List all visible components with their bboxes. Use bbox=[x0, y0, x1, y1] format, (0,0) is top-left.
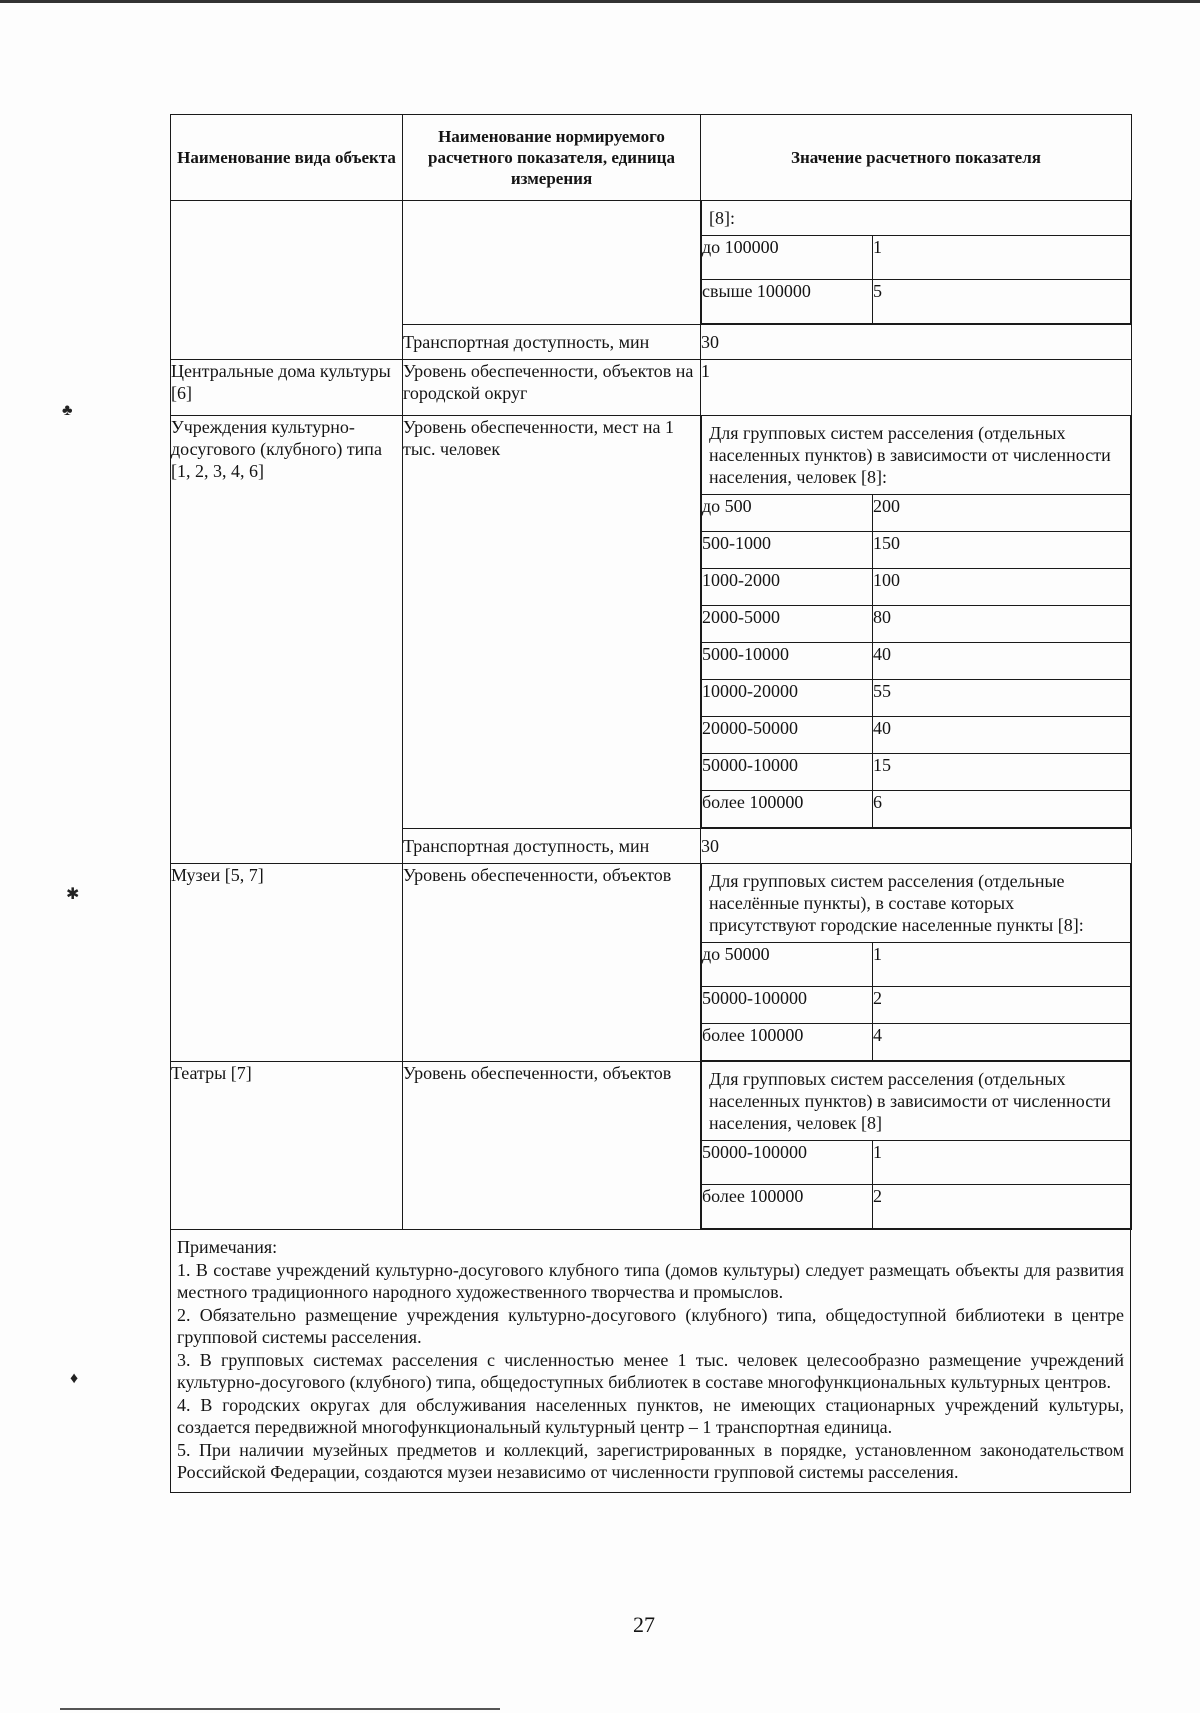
range-label: 50000-100000 bbox=[702, 987, 873, 1024]
range-label: 2000-5000 bbox=[702, 606, 873, 643]
range-label: 10000-20000 bbox=[702, 680, 873, 717]
range-value: 2 bbox=[873, 987, 1131, 1024]
range-label: до 500 bbox=[702, 495, 873, 532]
scan-top-edge bbox=[0, 0, 1200, 3]
range-value: 200 bbox=[873, 495, 1131, 532]
value-cell bbox=[701, 201, 1132, 325]
table-row bbox=[171, 360, 1132, 416]
range-label: свыше 100000 bbox=[702, 280, 873, 324]
indicator-cell: Уровень обеспеченности, объектов bbox=[403, 864, 701, 1062]
range-label: 20000-50000 bbox=[702, 717, 873, 754]
range-value: 1 bbox=[873, 1141, 1131, 1185]
norms-table bbox=[170, 114, 1132, 1230]
note-item: 1. В составе учреждений культурно-досугового клубного типа (домов культуры) следует размещать объекты для развития местного традиционного народного художественного творчества и промыслов. bbox=[177, 1259, 1124, 1302]
scan-artifact: ♣ bbox=[62, 402, 73, 419]
range-label: 1000-2000 bbox=[702, 569, 873, 606]
range-label: более 100000 bbox=[702, 1024, 873, 1061]
value-cell bbox=[701, 416, 1132, 829]
value-cell: 1 bbox=[701, 360, 1132, 416]
notes-title: Примечания: bbox=[177, 1237, 278, 1257]
range-label: 5000-10000 bbox=[702, 643, 873, 680]
value-cell bbox=[701, 864, 1132, 1062]
note-item: 2. Обязательно размещение учреждения культурно-досугового (клубного) типа, общедоступной библиотеки в центре групповой системы расселения. bbox=[177, 1304, 1124, 1347]
table-row bbox=[171, 1062, 1132, 1230]
range-label: более 100000 bbox=[702, 791, 873, 828]
range-label: 50000-100000 bbox=[702, 1141, 873, 1185]
cell-empty bbox=[171, 201, 403, 360]
range-label: 50000-10000 bbox=[702, 754, 873, 791]
header-object-type: Наименование вида объекта bbox=[171, 115, 403, 201]
value-cell: 30 bbox=[701, 325, 1132, 360]
indicator-cell: Уровень обеспеченности, объектов на городской округ bbox=[403, 360, 701, 416]
range-value: 150 bbox=[873, 532, 1131, 569]
note-item: 4. В городских округах для обслуживания населенных пунктов, не имеющих стационарных учреждений культуры, создается передвижной многофункциональный культурный центр – 1 транспортная единица. bbox=[177, 1394, 1124, 1437]
table-row bbox=[171, 201, 1132, 325]
value-subtable bbox=[701, 1062, 1131, 1229]
header-value: Значение расчетного показателя bbox=[701, 115, 1132, 201]
scan-bottom-edge bbox=[60, 1708, 500, 1710]
table-header-row bbox=[171, 115, 1132, 201]
note-item: 3. В групповых системах расселения с численностью менее 1 тыс. человек целесообразно размещение учреждений культурно-досугового (клубного) типа, общедоступных библиотек в составе многофункциональных культурных центров. bbox=[177, 1349, 1124, 1392]
range-value: 1 bbox=[873, 943, 1131, 987]
value-header: Для групповых систем расселения (отдельные населённые пункты), в составе которых присутствуют городские населенные пункты [8]: bbox=[702, 864, 1131, 943]
indicator-cell: Транспортная доступность, мин bbox=[403, 829, 701, 864]
scan-artifact: ✱ bbox=[66, 886, 80, 903]
range-value: 15 bbox=[873, 754, 1131, 791]
value-subtable bbox=[701, 864, 1131, 1061]
range-label: 500-1000 bbox=[702, 532, 873, 569]
indicator-cell: Транспортная доступность, мин bbox=[403, 325, 701, 360]
range-label: до 50000 bbox=[702, 943, 873, 987]
object-name-cell: Театры [7] bbox=[171, 1062, 403, 1230]
header-indicator: Наименование нормируемого расчетного показателя, единица измерения bbox=[403, 115, 701, 201]
range-value: 1 bbox=[873, 236, 1131, 280]
indicator-cell: Уровень обеспеченности, мест на 1 тыс. человек bbox=[403, 416, 701, 829]
scan-artifact: ♦ bbox=[70, 1370, 79, 1387]
range-label: до 100000 bbox=[702, 236, 873, 280]
notes-block bbox=[170, 1230, 1131, 1493]
range-value: 80 bbox=[873, 606, 1131, 643]
table-row bbox=[171, 416, 1132, 829]
value-subtable bbox=[701, 416, 1131, 828]
object-name-cell: Музеи [5, 7] bbox=[171, 864, 403, 1062]
value-header: Для групповых систем расселения (отдельных населенных пунктов) в зависимости от численности населения, человек [8] bbox=[702, 1062, 1131, 1141]
object-name-cell: Центральные дома культуры [6] bbox=[171, 360, 403, 416]
cell-empty bbox=[403, 201, 701, 325]
range-value: 55 bbox=[873, 680, 1131, 717]
value-cell bbox=[701, 1062, 1132, 1230]
range-value: 100 bbox=[873, 569, 1131, 606]
document-table-frame bbox=[170, 114, 1131, 1493]
value-header: Для групповых систем расселения (отдельных населенных пунктов) в зависимости от численности населения, человек [8]: bbox=[702, 416, 1131, 495]
range-value: 40 bbox=[873, 643, 1131, 680]
note-item: 5. При наличии музейных предметов и коллекций, зарегистрированных в порядке, установленном законодательством Российской Федерации, создаются музеи независимо от численности групповой системы расселения. bbox=[177, 1439, 1124, 1482]
page-number: 27 bbox=[633, 1612, 655, 1637]
value-header: [8]: bbox=[702, 201, 1131, 236]
value-cell: 30 bbox=[701, 829, 1132, 864]
range-value: 2 bbox=[873, 1185, 1131, 1229]
table-row bbox=[171, 864, 1132, 1062]
range-value: 4 bbox=[873, 1024, 1131, 1061]
range-label: более 100000 bbox=[702, 1185, 873, 1229]
object-name-cell: Учреждения культурно-досугового (клубного) типа [1, 2, 3, 4, 6] bbox=[171, 416, 403, 864]
range-value: 40 bbox=[873, 717, 1131, 754]
indicator-cell: Уровень обеспеченности, объектов bbox=[403, 1062, 701, 1230]
range-value: 6 bbox=[873, 791, 1131, 828]
value-subtable bbox=[701, 201, 1131, 324]
range-value: 5 bbox=[873, 280, 1131, 324]
